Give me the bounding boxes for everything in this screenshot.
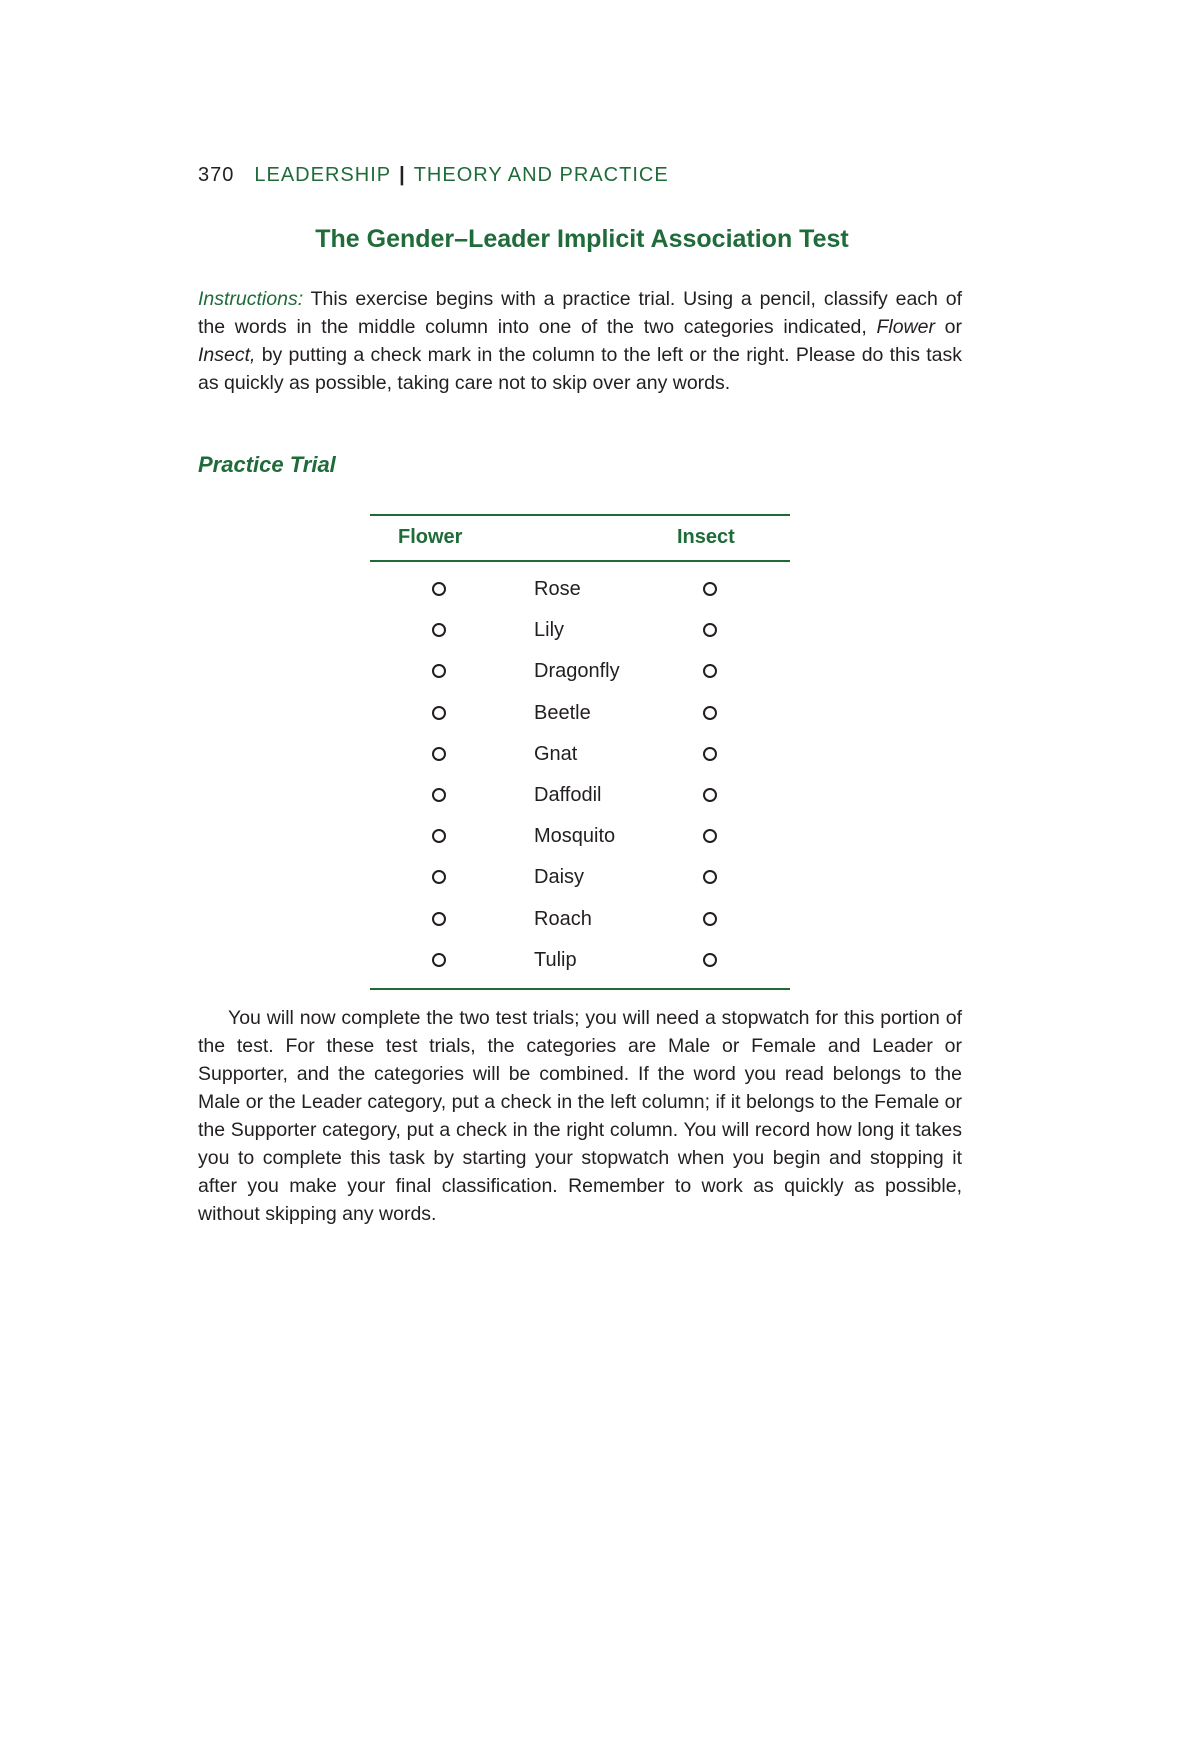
header-separator: | — [399, 164, 406, 186]
page-number: 370 — [198, 164, 235, 186]
table-row — [370, 735, 790, 776]
trial-word: Dragonfly — [534, 660, 620, 683]
book-subtitle: THEORY AND PRACTICE — [413, 164, 669, 186]
insect-checkbox[interactable] — [703, 706, 717, 720]
book-title: LEADERSHIP — [254, 164, 392, 186]
column-header-flower: Flower — [398, 526, 463, 548]
instructions-or: or — [934, 316, 962, 338]
practice-trial-table — [370, 514, 790, 990]
trial-word: Roach — [534, 907, 592, 930]
table-row — [370, 858, 790, 899]
flower-checkbox[interactable] — [432, 706, 446, 720]
table-row — [370, 941, 790, 982]
instructions-flower: Flower — [876, 316, 935, 338]
table-row — [370, 570, 790, 611]
trial-word: Rose — [534, 578, 581, 600]
test-trials-text: You will now complete the two test trials; you will need a stopwatch for this portion of the test. For these test trials, the categories are Male or Female and Leader or Supporter, and the categories will be combined. If the word you read belongs to the Male or the Leader category, put a check in the left column; if it belongs to the Female or the Supporter category, put a check in the right column. You will record how long it takes you to complete this task by starting your stopwatch when you begin and stopping it after you make your final classification. Remember to work as quickly as possible, without skipping any words. — [198, 1007, 962, 1225]
table-row — [370, 776, 790, 817]
test-trials-paragraph — [198, 1004, 962, 1228]
flower-checkbox[interactable] — [432, 953, 446, 967]
trial-word: Lily — [534, 619, 565, 642]
trial-word: Daisy — [534, 866, 585, 889]
insect-checkbox[interactable] — [703, 623, 717, 637]
running-head — [198, 164, 669, 187]
table-row — [370, 817, 790, 858]
instructions-text-1: This exercise begins with a practice trial. Using a pencil, classify each of the words in the middle column into one of the two categories indicated, — [198, 288, 962, 338]
instructions-insect: Insect, — [198, 344, 256, 366]
insect-checkbox[interactable] — [703, 582, 717, 596]
insect-checkbox[interactable] — [703, 912, 717, 926]
page-title: The Gender–Leader Implicit Association Test — [315, 225, 849, 253]
flower-checkbox[interactable] — [432, 788, 446, 802]
flower-checkbox[interactable] — [432, 582, 446, 596]
insect-checkbox[interactable] — [703, 747, 717, 761]
practice-trial-heading: Practice Trial — [198, 452, 336, 477]
table-row — [370, 694, 790, 735]
table-header-row — [370, 516, 790, 562]
instructions-paragraph — [198, 285, 962, 397]
column-header-insect: Insect — [677, 526, 735, 548]
flower-checkbox[interactable] — [432, 623, 446, 637]
flower-checkbox[interactable] — [432, 829, 446, 843]
instructions-text-2: by putting a check mark in the column to the left or the right. Please do this task as quickly as possible, taking care not to skip over any words. — [198, 344, 962, 394]
table-row — [370, 900, 790, 941]
insect-checkbox[interactable] — [703, 664, 717, 678]
trial-word: Beetle — [534, 701, 591, 724]
flower-checkbox[interactable] — [432, 912, 446, 926]
instructions-label: Instructions: — [198, 288, 304, 310]
insect-checkbox[interactable] — [703, 788, 717, 802]
flower-checkbox[interactable] — [432, 747, 446, 761]
table-row — [370, 652, 790, 693]
insect-checkbox[interactable] — [703, 953, 717, 967]
insect-checkbox[interactable] — [703, 870, 717, 884]
table-body — [370, 562, 790, 988]
table-row — [370, 611, 790, 652]
insect-checkbox[interactable] — [703, 829, 717, 843]
trial-word: Daffodil — [534, 783, 602, 806]
flower-checkbox[interactable] — [432, 870, 446, 884]
trial-word: Mosquito — [534, 825, 616, 848]
flower-checkbox[interactable] — [432, 664, 446, 678]
trial-word: Gnat — [534, 742, 578, 765]
trial-word: Tulip — [534, 948, 577, 971]
